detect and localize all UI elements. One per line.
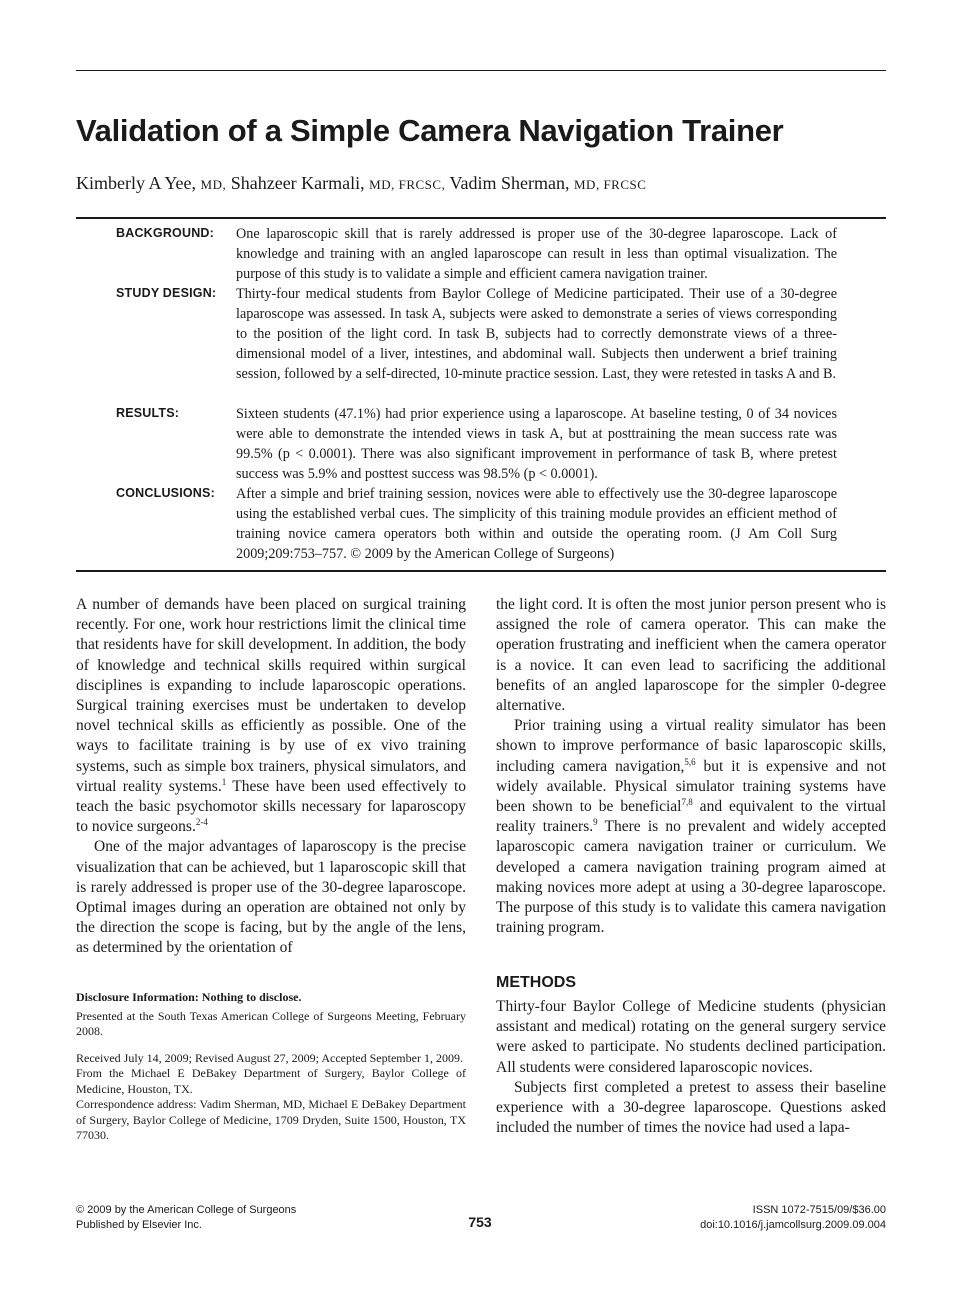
abstract-text: After a simple and brief training session, novices were able to effectively use the 30-degree laparoscope using the established verbal cues. The simplicity of this training module provides an efficient method of training novice camera operators both within and outside the operating room. (J Am Coll Surg 2009;209:753–757. © 2009 by the American College of Surgeons) <box>236 486 837 562</box>
body-paragraph: One of the major advantages of laparoscopy is the precise visualization that can be achieved, but 1 laparoscopic skill that is rarely addressed is proper use of the 30-degree laparoscope. Optimal images during an operation are obtained not only by the direction the scope is facing, but by the angle of the lens, as determined by the orientation of <box>76 838 466 957</box>
disclosure-note: Disclosure Information: Nothing to disclose. <box>76 990 302 1004</box>
body-paragraph <box>496 716 886 938</box>
page-number: 753 <box>468 1214 492 1230</box>
author-degrees: MD, FRCSC <box>574 177 647 192</box>
footer-right <box>700 1203 886 1233</box>
body-column-left <box>76 595 466 959</box>
author-name: Vadim Sherman, <box>449 173 570 193</box>
correspondence-note: Correspondence address: Vadim Sherman, MD, Michael E DeBakey Department of Surgery, Baylor College of Medicine, 1709 Dryden, Suite 1500, Houston, TX 77030. <box>76 1097 466 1142</box>
issn: ISSN 1072-7515/09/$36.00 <box>752 1204 886 1216</box>
copyright-notice: © 2009 by the American College of Surgeons <box>76 1204 297 1216</box>
header-rule <box>76 70 886 71</box>
reference-marker: 2-4 <box>195 817 208 828</box>
author-name: Kimberly A Yee, <box>76 173 197 193</box>
body-paragraph: the light cord. It is often the most junior person present who is assigned the role of camera operator. This can make the operation frustrating and inefficient when the camera operator is a novice. It can even lead to sacrificing the additional benefits of an angled laparoscope for the simpler 0-degree alternative. <box>496 596 886 715</box>
abstract-top-rule <box>76 217 886 219</box>
author-degrees: MD, <box>200 177 227 192</box>
body-text: A number of demands have been placed on surgical training recently. For one, work hour restrictions limit the clinical time that residents have for skill development. In addition, the body of knowledge and technical skills required within surgical disciplines is expanding to include laparoscopic operations. Surgical training exercises must be undertaken to develop novel technical skills as efficiently as possible. One of the ways to facilitate training is by use of ex vivo training systems, such as simple box trainers, physical simulators, and virtual reality systems. <box>76 596 466 795</box>
abstract-label: BACKGROUND: <box>116 226 215 240</box>
methods-body <box>496 997 886 1138</box>
body-text: These have been used effectively to teach the basic psychomotor skills necessary for laparoscopy to novice surgeons. <box>76 777 467 836</box>
body-text: There is no prevalent and widely accepted laparoscopic camera navigation trainer or curriculum. We developed a camera navigation training program aimed at making novices more adept at using a 30-degree laparoscope. The purpose of this study is to validate this camera navigation training program. <box>496 818 886 937</box>
reference-marker: 7,8 <box>681 796 693 807</box>
body-text: and equivalent to the virtual reality trainers. <box>496 798 886 836</box>
abstract-text: Sixteen students (47.1%) had prior experience using a laparoscope. At baseline testing, 0 of 34 novices were able to demonstrate the intended views in task A, but at posttraining the mean success rate was 99.5% (p < 0.0001). There was also significant improvement in performance of task B, where pretest success was 5.9% and posttest success was 98.5% (p < 0.0001). <box>236 406 837 482</box>
affiliation-note: From the Michael E DeBakey Department of Surgery, Baylor College of Medicine, Houston, TX. <box>76 1066 466 1096</box>
body-paragraph: Subjects first completed a pretest to assess their baseline experience with a 30-degree laparoscope. Questions asked included the number of times the novice had used a lapa- <box>496 1078 886 1137</box>
abstract-label: STUDY DESIGN: <box>116 286 217 300</box>
abstract-text: One laparoscopic skill that is rarely addressed is proper use of the 30-degree laparoscope. Lack of knowledge and training with an angled laparoscope can result in less than optimal visualization. The purpose of this study is to validate a simple and efficient camera navigation trainer. <box>236 226 837 282</box>
abstract-label: RESULTS: <box>116 406 180 420</box>
body-column-right <box>496 595 886 938</box>
reference-marker: 1 <box>221 776 227 787</box>
author-name: Shahzeer Karmali, <box>230 173 365 193</box>
reference-marker: 9 <box>593 817 598 828</box>
presentation-note: Presented at the South Texas American College of Surgeons Meeting, February 2008. <box>76 1008 466 1038</box>
abstract-label: CONCLUSIONS: <box>116 486 215 500</box>
body-paragraph <box>76 595 466 837</box>
footnotes <box>76 990 466 1144</box>
doi: doi:10.1016/j.jamcollsurg.2009.09.004 <box>700 1219 886 1231</box>
section-heading-methods: METHODS <box>496 974 576 991</box>
abstract-bottom-rule <box>76 570 886 572</box>
body-text: Prior training using a virtual reality simulator has been shown to improve performance of basic laparoscopic skills, including camera navigation, <box>496 717 886 775</box>
received-note: Received July 14, 2009; Revised August 27, 2009; Accepted September 1, 2009. <box>76 1050 463 1065</box>
body-text: but it is expensive and not widely available. Physical simulator training systems have been shown to be beneficial <box>496 757 887 816</box>
publisher-notice: Published by Elsevier Inc. <box>76 1219 202 1231</box>
reference-marker: 5,6 <box>684 756 696 767</box>
author-list <box>76 173 646 194</box>
body-paragraph: Thirty-four Baylor College of Medicine students (physician assistant and medical) rotating on the general surgery service were asked to participate. No students declined participation. All students were considered laparoscopic novices. <box>496 998 886 1076</box>
author-degrees: MD, FRCSC, <box>369 177 446 192</box>
article-title: Validation of a Simple Camera Navigation Trainer <box>76 113 784 148</box>
abstract-text: Thirty-four medical students from Baylor College of Medicine participated. Their use of a 30-degree laparoscope was assessed. In task A, subjects were asked to demonstrate a series of views corresponding to the position of the light cord. In task B, subjects had to correctly demonstrate views of a three-dimensional model of a liver, intestines, and abdominal wall. Subjects then underwent a brief training session, followed by a self-directed, 10-minute practice session. Last, they were retested in tasks A and B. <box>236 286 837 382</box>
